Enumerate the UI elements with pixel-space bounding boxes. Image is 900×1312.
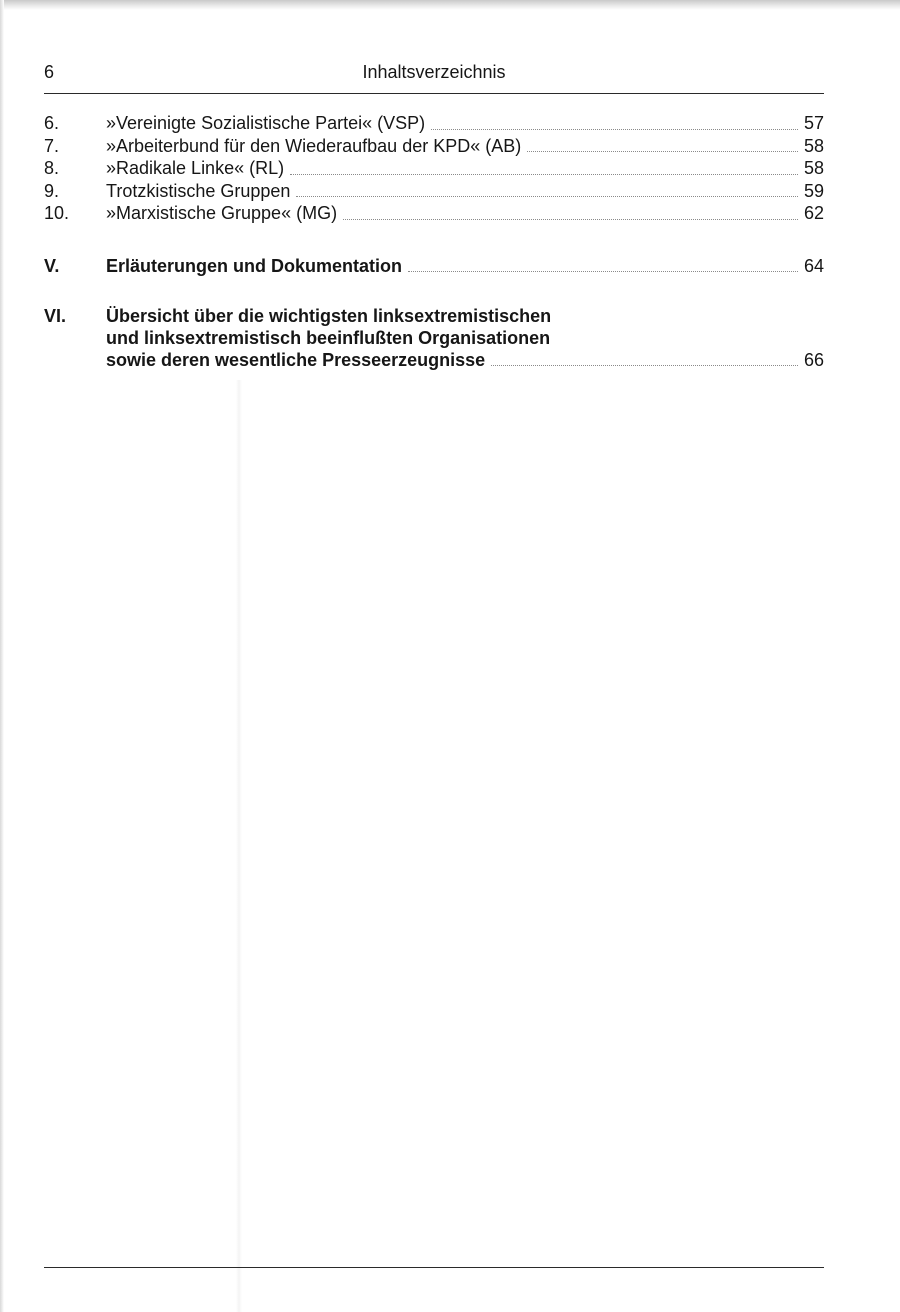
toc-section-title-line-2: und linksextremistisch beeinflußten Organisationen xyxy=(106,328,551,348)
toc-section-title-line-3: sowie deren wesentliche Presseerzeugnisse xyxy=(106,350,486,370)
toc-section-last-row xyxy=(106,349,824,371)
header-rule xyxy=(44,93,824,94)
toc-entry xyxy=(44,112,824,135)
toc-entry-title: »Radikale Linke« (RL) xyxy=(106,158,285,178)
toc-leader-dots xyxy=(408,271,798,272)
footer-rule xyxy=(44,1267,824,1268)
toc-entry-body xyxy=(106,180,824,203)
toc-section-title: Erläuterungen und Dokumentation xyxy=(106,256,403,276)
toc-section-block xyxy=(44,305,824,371)
toc-leader-dots xyxy=(343,219,798,220)
toc-entry-page: 58 xyxy=(803,135,824,156)
toc-entry xyxy=(44,180,824,203)
toc-entry-title: »Vereinigte Sozialistische Partei« (VSP) xyxy=(106,113,426,133)
toc-section-lines xyxy=(106,305,824,371)
toc-entry-number: 10. xyxy=(44,203,70,223)
toc-entry-body xyxy=(106,202,824,225)
toc-section-vi xyxy=(44,305,824,371)
toc-leader-dots xyxy=(290,174,798,175)
header-page-number: 6 xyxy=(44,62,55,82)
toc-entry-number: 6. xyxy=(44,113,60,133)
toc-leader-dots xyxy=(296,196,798,197)
toc-entry-title: »Arbeiterbund für den Wiederaufbau der KPD« (AB) xyxy=(106,135,522,156)
toc-entry-page: 57 xyxy=(803,113,824,133)
toc-entry-body xyxy=(106,112,824,135)
toc-entry-page: 59 xyxy=(803,180,824,201)
toc-section-page: 66 xyxy=(803,350,824,370)
toc-section-body xyxy=(106,349,824,371)
toc-entry-number: 8. xyxy=(44,158,60,178)
toc-entry xyxy=(44,202,824,225)
header-title: Inhaltsverzeichnis xyxy=(362,62,506,82)
page-fold-shadow xyxy=(236,380,242,1312)
toc-entry-body xyxy=(106,157,824,180)
toc-entries xyxy=(44,112,824,225)
toc-entry xyxy=(44,157,824,180)
page-header xyxy=(44,62,824,88)
toc-section-v xyxy=(44,255,824,277)
toc-leader-dots xyxy=(431,129,798,130)
toc-section-number: VI. xyxy=(44,306,67,326)
toc-entry-title: »Marxistische Gruppe« (MG) xyxy=(106,203,338,223)
toc-entry-number: 9. xyxy=(44,180,60,201)
toc-entry-number: 7. xyxy=(44,135,60,156)
toc-section-number: V. xyxy=(44,256,60,276)
toc-section-row xyxy=(44,255,824,277)
scan-edge-left xyxy=(0,0,4,1312)
toc-entry-page: 62 xyxy=(803,203,824,223)
toc-entry-body xyxy=(106,135,824,158)
toc-entry-page: 58 xyxy=(803,158,824,178)
toc-entry xyxy=(44,135,824,158)
toc-entry-title: Trotzkistische Gruppen xyxy=(106,180,291,201)
toc-section-title-line-1: Übersicht über die wichtigsten linksextremistischen xyxy=(106,306,552,326)
toc-leader-dots xyxy=(491,365,798,366)
toc-section-body xyxy=(106,255,824,277)
toc-leader-dots xyxy=(527,151,798,152)
scan-edge-top xyxy=(0,0,900,10)
toc-section-page: 64 xyxy=(803,256,824,276)
